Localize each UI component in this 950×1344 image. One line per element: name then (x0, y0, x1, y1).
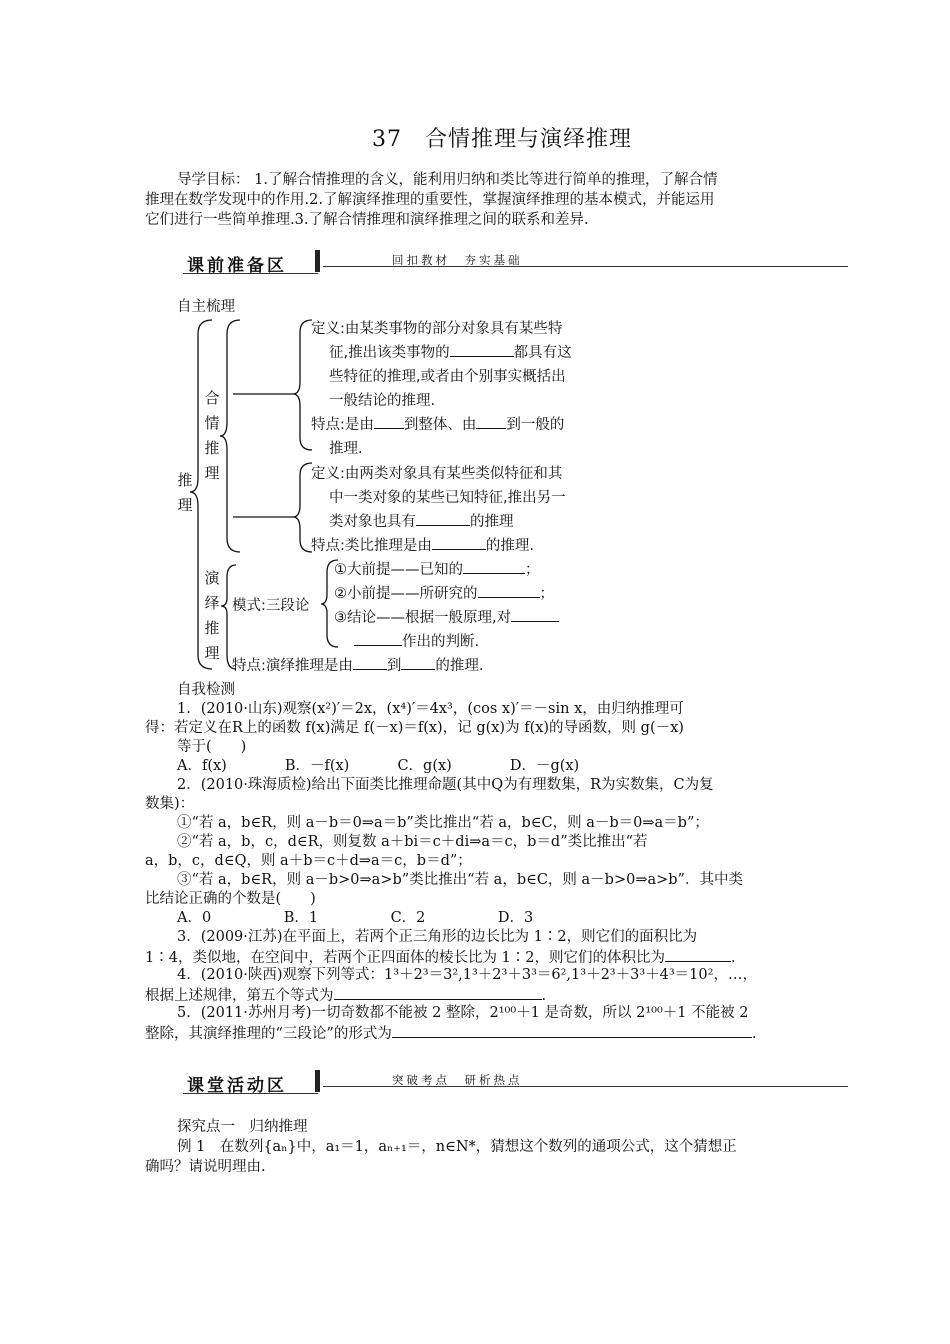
section-band-title: 课堂活动区 (187, 1076, 287, 1096)
explore-heading: 探究点一 归纳推理 (177, 1119, 308, 1135)
question-3-line: 1∶4，类似地，在空间中，若两个正四面体的棱长比为 1∶2，则它们的体积比为 . (145, 946, 736, 968)
question-2-line: ①“若 a，b∈R，则 a－b＝0⇒a＝b”类比推出“若 a，b∈C，则 a－b＝0⇒a＝b”； (177, 815, 709, 831)
tree-root-label: 推理 (177, 471, 193, 514)
answer-blank[interactable] (374, 413, 404, 429)
question-2-line: a，b，c，d∈Q，则 a＋b＝c＋d⇒a＝c，b＝d”； (145, 853, 472, 869)
question-2-line: 2．(2010·珠海质检)给出下面类比推理命题(其中Q为有理数集，R为实数集，C为复 (177, 777, 714, 793)
syllogism-conclusion-2: 作出的判断. (354, 630, 479, 654)
self-check-heading: 自我检测 (177, 682, 235, 698)
answer-blank[interactable] (416, 510, 470, 526)
example-1-line: 例 1 在数列{aₙ}中，a₁＝1，aₙ₊₁＝，n∈N*，猜想这个数列的通项公式，这个猜想正 (177, 1139, 737, 1155)
question-4-line: 根据上述规律，第五个等式为 . (145, 984, 546, 1006)
question-5-line: 5．(2011·苏州月考)一切奇数都不能被 2 整除，2¹⁰⁰＋1 是奇数，所以 2¹⁰⁰＋1 不能被 2 (177, 1005, 749, 1021)
analogy-feature: 特点:类比推理是由 的推理. (311, 534, 534, 558)
question-4-line: 4．(2010·陕西)观察下列等式：1³＋2³＝3²,1³＋2³＋3³＝6²,1³＋2³＋3³＋4³＝10²，…， (177, 967, 757, 983)
question-3-line: 3．(2009·江苏)在平面上，若两个正三角形的边长比为 1∶2，则它们的面积比为 (177, 929, 698, 945)
induction-def-line: 些特征的推理,或者由个别事实概括出 (329, 369, 566, 385)
deduction-mode: 模式:三段论 (232, 598, 310, 614)
induction-feature: 特点:是由 到整体、由 到一般的 (311, 413, 564, 437)
induction-def-line: 定义:由某类事物的部分对象具有某些特 (311, 321, 563, 337)
analogy-def-line: 定义:由两类对象具有某些类似特征和其 (311, 466, 563, 482)
analogy-def-line: 中一类对象的某些已知特征,推出另一 (329, 490, 566, 506)
answer-blank[interactable] (354, 630, 402, 646)
question-2-line: 数集)： (145, 796, 195, 812)
question-1-line: 等于( ) (177, 739, 247, 755)
intro-line: 导学目标： 1.了解合情推理的含义，能利用归纳和类比等进行简单的推理，了解合情 (177, 172, 718, 188)
section-band-title: 课前准备区 (187, 256, 287, 276)
band-divider (315, 1070, 320, 1092)
question-2-options: A．0 B．1 C．2 D．3 (177, 910, 534, 926)
question-2-line: ②“若 a，b，c，d∈R，则复数 a＋bi＝c＋di⇒a＝c，b＝d”类比推出“若 (177, 834, 648, 850)
intro-line: 它们进行一些简单推理.3.了解合情推理和演绎推理之间的联系和差异. (145, 212, 589, 228)
band-rule (183, 1093, 318, 1094)
answer-blank[interactable] (334, 984, 542, 1000)
induction-feature-end: 推理. (329, 441, 363, 457)
answer-blank[interactable] (353, 654, 387, 670)
answer-blank[interactable] (392, 1022, 752, 1038)
example-1-line: 确吗？请说明理由. (145, 1159, 266, 1175)
tree-yanyi-label: 演绎推理 (204, 569, 220, 662)
answer-blank[interactable] (476, 413, 506, 429)
deduction-feature: 特点:演绎推理是由 到 的推理. (232, 654, 484, 678)
syllogism-major: ①大前提——已知的 ； (334, 558, 540, 582)
question-2-line: 比结论正确的个数是( ) (145, 891, 316, 907)
answer-blank[interactable] (511, 606, 559, 622)
question-1-options: A．f(x) B．－f(x) C．g(x) D．－g(x) (177, 758, 580, 774)
question-5-line: 整除，其演绎推理的“三段论”的形式为 . (145, 1022, 756, 1044)
self-review-heading: 自主梳理 (177, 299, 235, 315)
section-band-subtitle: 突破考点 研析热点 (392, 1073, 523, 1087)
band-rule (323, 1086, 848, 1087)
section-band-subtitle: 回扣教材 夯实基础 (392, 253, 523, 267)
analogy-def-line: 类对象也具有 的推理 (329, 510, 514, 534)
induction-def-line: 征,推出该类事物的 都具有这 (329, 341, 572, 365)
question-1-line: 1．(2010·山东)观察(x²)′＝2x，(x⁴)′＝4x³，(cos x)′＝－sin x，由归纳推理可 (177, 701, 684, 717)
induction-def-line: 一般结论的推理. (329, 393, 436, 409)
syllogism-minor: ②小前提——所研究的 ； (334, 582, 554, 606)
question-1-line: 得：若定义在R上的函数 f(x)满足 f(－x)＝f(x)，记 g(x)为 f(x)的导函数，则 g(－x) (145, 720, 684, 736)
answer-blank[interactable] (665, 946, 731, 962)
syllogism-conclusion: ③结论——根据一般原理,对 (334, 606, 559, 630)
tree-heqing-label: 合情推理 (204, 389, 220, 482)
page-title: 37 合情推理与演绎推理 (372, 127, 632, 152)
answer-blank[interactable] (450, 341, 514, 357)
intro-line: 推理在数学发现中的作用.2.了解演绎推理的重要性，掌握演绎推理的基本模式，并能运用 (145, 192, 715, 208)
answer-blank[interactable] (432, 534, 486, 550)
question-2-line: ③“若 a，b∈R，则 a－b>0⇒a>b”类比推出“若 a，b∈C，则 a－b>0⇒a>b”．其中类 (177, 872, 743, 888)
answer-blank[interactable] (463, 558, 525, 574)
answer-blank[interactable] (478, 582, 540, 598)
answer-blank[interactable] (401, 654, 435, 670)
